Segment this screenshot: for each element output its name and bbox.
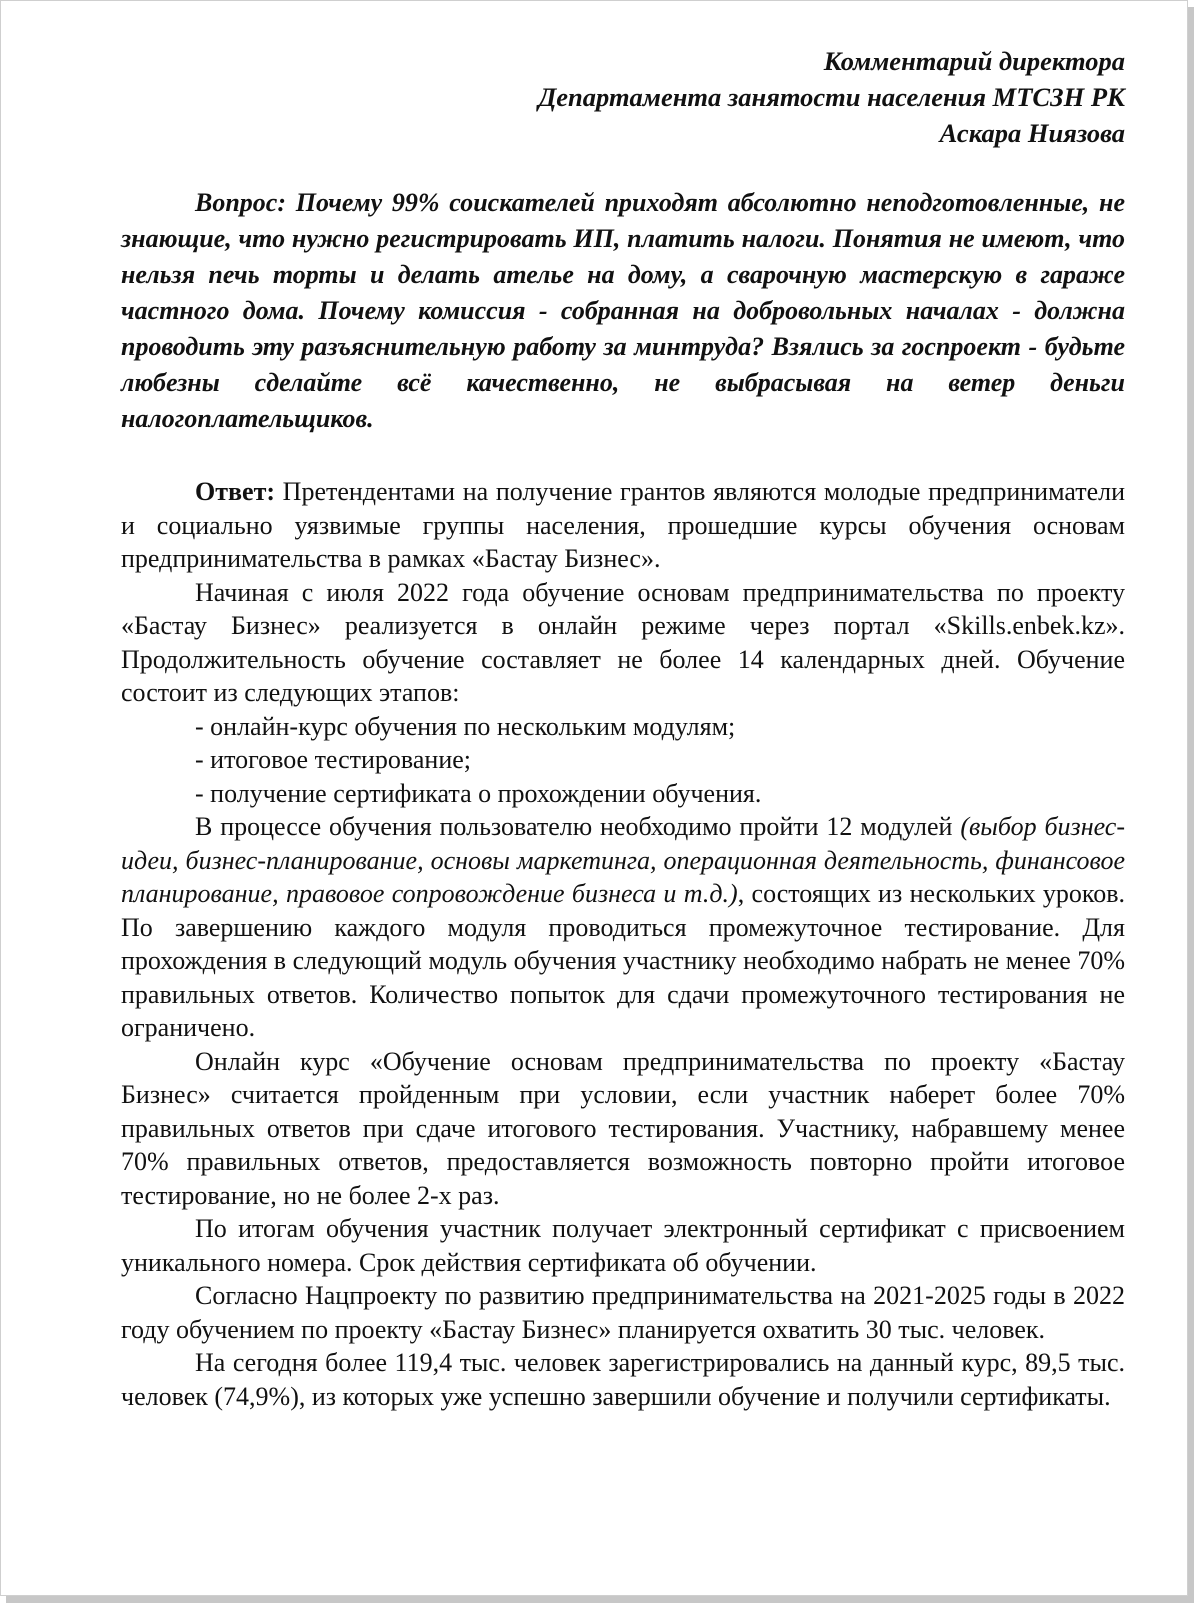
document-content: [121, 43, 1125, 1413]
modules-list-italic: (выбор бизнес-идеи, бизнес-планирование, основы маркетинга, операционная деятельность, финансовое планирование, правовое сопровождение бизнеса и т.д.): [121, 812, 1125, 908]
answer-label: Ответ:: [195, 477, 276, 506]
document-header: [121, 43, 1125, 151]
list-item: - итоговое тестирование;: [195, 745, 471, 774]
answer-paragraph-7: На сегодня более 119,4 тыс. человек зарегистрировались на данный курс, 89,5 тыс. человек (74,9%), из которых уже успешно завершили обучение и получили сертификаты.: [121, 1348, 1125, 1411]
header-line-name: Аскара Ниязова: [939, 118, 1125, 148]
answer-paragraph-6: Согласно Нацпроекту по развитию предпринимательства на 2021-2025 годы в 2022 году обучением по проекту «Бастау Бизнес» планируется охватить 30 тыс. человек.: [121, 1281, 1125, 1344]
answer-section: [121, 475, 1125, 1413]
answer-paragraph-3-end: , состоящих из нескольких уроков. По завершению каждого модуля проводиться промежуточное тестирование. Для прохождения в следующий модуль обучения участнику необходимо набрать не менее 70% правильных ответов. Количество попыток для сдачи промежуточного тестирования не ограничено.: [121, 879, 1126, 1042]
answer-paragraph-4: Онлайн курс «Обучение основам предпринимательства по проекту «Бастау Бизнес» считается пройденным при условии, если участник наберет более 70% правильных ответов при сдаче итогового тестирования. Участнику, набравшему менее 70% правильных ответов, предоставляется возможность повторно пройти итоговое тестирование, но не более 2-х раз.: [121, 1046, 1125, 1210]
answer-paragraph-3: [121, 810, 1125, 1045]
answer-paragraph-2: Начиная с июля 2022 года обучение основам предпринимательства по проекту «Бастау Бизнес» реализуется в онлайн режиме через портал «Skills.enbek.kz». Продолжительность обучение составляет не более 14 календарных дней. Обучение состоит из следующих этапов:: [121, 577, 1125, 707]
header-line-department: Департамента занятости населения МТСЗН РК: [538, 82, 1125, 112]
header-line-title: Комментарий директора: [823, 46, 1125, 76]
question-paragraph: Вопрос: Почему 99% соискателей приходят абсолютно неподготовленные, не знающие, что нужно регистрировать ИП, платить налоги. Понятия не имеют, что нельзя печь торты и делать ателье на дому, а сварочную мастерскую в гараже частного дома. Почему комиссия - собранная на добровольных началах - должна проводить эту разъяснительную работу за минтруда? Взялись за госпроект - будьте любезны сделайте всё качественно, не выбрасывая на ветер деньги налогоплательщиков.: [121, 188, 1125, 433]
answer-paragraph-1-text: Претендентами на получение грантов являются молодые предприниматели и социально уязвимые группы населения, прошедшие курсы обучения основам предпринимательства в рамках «Бастау Бизнес».: [121, 477, 1125, 573]
answer-paragraph-3-start: В процессе обучения пользователю необходимо пройти 12 модулей: [195, 812, 961, 841]
answer-paragraph-5: По итогам обучения участник получает электронный сертификат с присвоением уникального номера. Срок действия сертификата об обучении.: [121, 1214, 1125, 1277]
answer-paragraph-1: [121, 475, 1125, 576]
list-item: - онлайн-курс обучения по нескольким модулям;: [195, 711, 736, 741]
list-item: - получение сертификата о прохождении обучения.: [195, 778, 762, 808]
